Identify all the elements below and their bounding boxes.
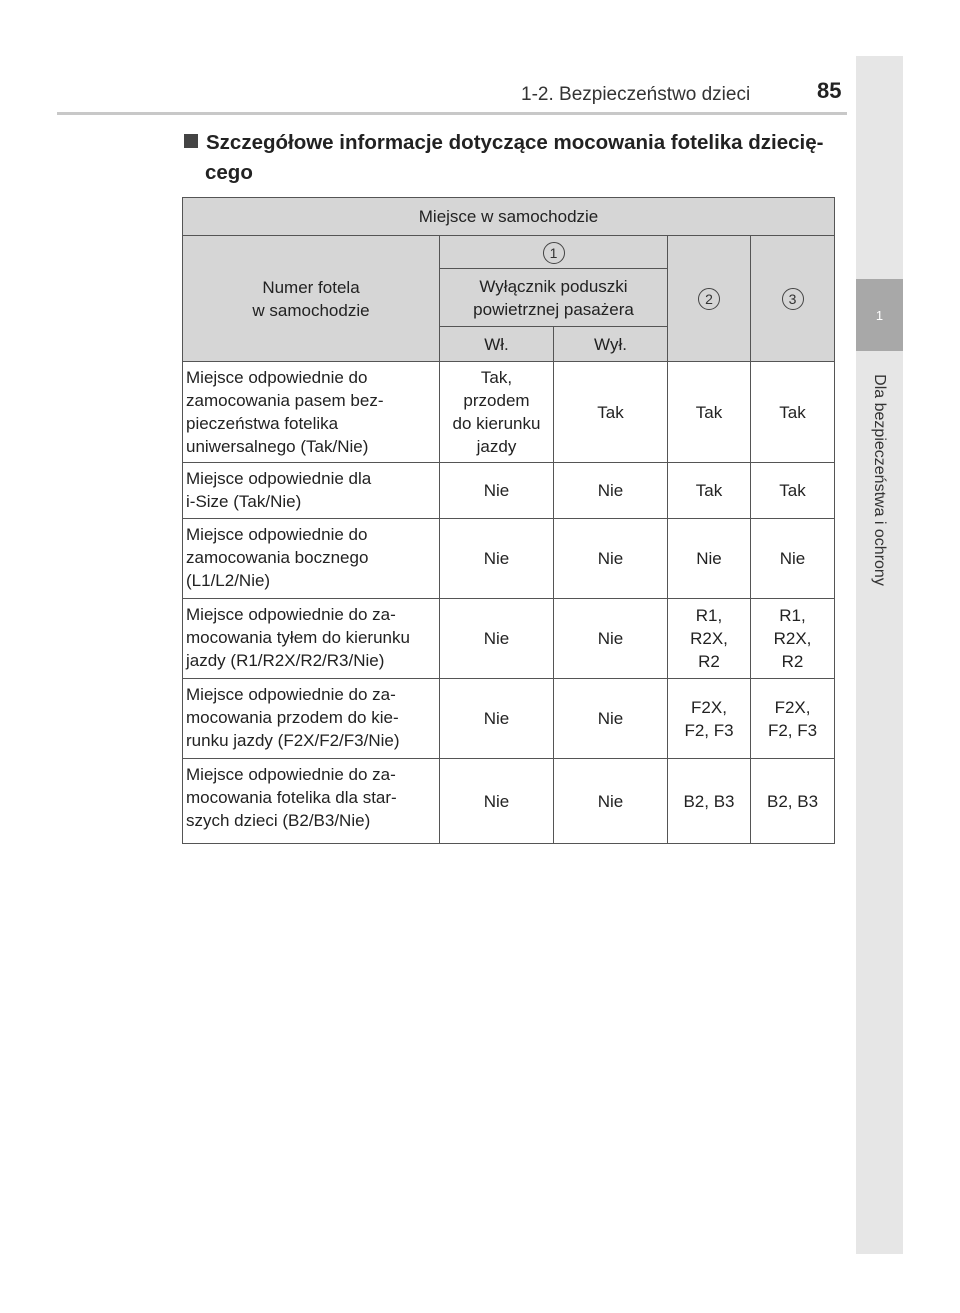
row-value — [668, 463, 751, 519]
row-value — [668, 599, 751, 679]
seat-fitting-table — [182, 197, 835, 844]
table-title: Miejsce w samochodzie — [183, 198, 835, 236]
row-value-line: F2, F3 — [767, 720, 818, 740]
table-row — [183, 599, 835, 679]
row-value-line: Nie — [483, 709, 510, 728]
row-label — [183, 463, 440, 519]
row-value — [751, 362, 835, 463]
chapter-tab — [856, 279, 903, 351]
row-label-line: mocowania fotelika dla star- — [186, 788, 397, 807]
row-value-line: Nie — [597, 481, 624, 500]
row-value — [440, 463, 554, 519]
row-label-line: szych dzieci (B2/B3/Nie) — [186, 811, 371, 830]
row-value-line: Nie — [597, 791, 624, 811]
row-value — [440, 679, 554, 759]
seat-2-header — [668, 236, 751, 362]
row-label-line: pieczeństwa fotelika — [186, 414, 339, 433]
row-value-line: R2 — [698, 652, 720, 671]
row-value-line: Nie — [779, 549, 806, 568]
row-value — [440, 599, 554, 679]
row-value-line: jazdy — [476, 437, 517, 456]
header-rule — [57, 112, 847, 115]
airbag-switch-line: Wyłącznik poduszki — [479, 276, 628, 296]
seat-number-label-line: w samochodzie — [252, 300, 370, 320]
row-value-line: Tak — [779, 402, 806, 422]
row-label-line: mocowania tyłem do kierunku — [186, 628, 410, 647]
table-row — [183, 679, 835, 759]
row-label-line: Miejsce odpowiednie do za- — [186, 685, 396, 704]
section-title: 1-2. Bezpieczeństwo dzieci — [521, 84, 751, 105]
row-value-line: R2X, — [773, 629, 812, 648]
seat-number-badge: 2 — [698, 288, 720, 310]
seat-1-header — [440, 236, 668, 269]
row-label-line: mocowania przodem do kie- — [186, 708, 399, 727]
table-row — [183, 759, 835, 844]
row-value — [554, 362, 668, 463]
heading-line-2: cego — [205, 161, 253, 184]
row-value-line: Tak — [597, 402, 624, 422]
seat-number-badge: 3 — [782, 288, 804, 310]
row-label-line: Miejsce odpowiednie do — [186, 368, 368, 387]
heading-line-1: Szczegółowe informacje dotyczące mocowania fotelika dziecię- — [206, 131, 824, 154]
row-value-line: R1, — [779, 606, 806, 625]
chapter-sidebar — [856, 56, 903, 1254]
table-row — [183, 463, 835, 519]
page-number: 85 — [817, 78, 842, 103]
row-value-line: Nie — [483, 549, 510, 568]
airbag-switch-header — [440, 269, 668, 327]
row-label-line: Miejsce odpowiednie do — [186, 525, 368, 544]
row-label-line: Miejsce odpowiednie do za- — [186, 765, 396, 784]
row-value-line: F2, F3 — [684, 720, 734, 740]
row-label-line: zamocowania pasem bez- — [186, 391, 384, 410]
row-value-line: F2X, — [691, 697, 727, 717]
row-value — [554, 599, 668, 679]
row-value-line: Tak — [779, 481, 806, 500]
row-value-line: F2X, — [774, 697, 811, 717]
row-value-line: do kierunku — [452, 414, 541, 433]
row-value-line: Nie — [597, 629, 624, 648]
row-value — [751, 519, 835, 599]
row-label — [183, 519, 440, 599]
row-label — [183, 599, 440, 679]
airbag-switch-line: powietrznej pasażera — [473, 299, 634, 319]
switch-off-header: Wył. — [554, 327, 668, 362]
row-value-line: Nie — [597, 709, 624, 728]
row-value — [751, 679, 835, 759]
row-value-line: B2, B3 — [766, 791, 819, 811]
row-value-line: Tak — [695, 402, 723, 422]
heading — [184, 128, 844, 188]
row-value — [668, 679, 751, 759]
row-value-line: Nie — [483, 791, 510, 811]
row-value-line: R2X, — [690, 629, 728, 648]
row-value-line: Nie — [597, 549, 624, 568]
table-row — [183, 519, 835, 599]
row-value-line: przodem — [463, 391, 530, 410]
row-value-line: Nie — [483, 481, 510, 500]
row-label-line: (L1/L2/Nie) — [186, 571, 271, 590]
switch-on-header: Wł. — [440, 327, 554, 362]
row-value-line: R2 — [781, 652, 804, 671]
seat-number-label-line: Numer fotela — [262, 277, 360, 297]
seat-number-header — [183, 236, 440, 362]
row-label — [183, 362, 440, 463]
row-value-line: Tak — [695, 481, 723, 500]
row-value — [554, 679, 668, 759]
seat-number-badge: 1 — [543, 242, 565, 264]
row-value — [440, 362, 554, 463]
table-body — [183, 362, 835, 844]
chapter-label: Dla bezpieczeństwa i ochrony — [871, 374, 888, 586]
row-label-line: Miejsce odpowiednie do za- — [186, 605, 396, 624]
row-value — [554, 463, 668, 519]
row-value — [440, 759, 554, 844]
row-value-line: Nie — [696, 549, 722, 568]
row-value — [668, 519, 751, 599]
row-value — [751, 599, 835, 679]
row-value-line: R1, — [695, 606, 723, 625]
row-value — [668, 362, 751, 463]
row-label-line: Miejsce odpowiednie dla — [186, 469, 372, 488]
square-bullet-icon — [184, 134, 198, 148]
row-value — [554, 759, 668, 844]
row-value — [440, 519, 554, 599]
row-label-line: runku jazdy (F2X/F2/F3/Nie) — [186, 731, 400, 750]
row-value — [751, 463, 835, 519]
row-label-line: uniwersalnego (Tak/Nie) — [186, 437, 369, 456]
row-label-line: zamocowania bocznego — [186, 548, 369, 567]
row-value — [751, 759, 835, 844]
row-label — [183, 759, 440, 844]
row-label — [183, 679, 440, 759]
row-label-line: jazdy (R1/R2X/R2/R3/Nie) — [186, 651, 385, 670]
row-value — [554, 519, 668, 599]
row-value — [668, 759, 751, 844]
row-value-line: Nie — [483, 629, 510, 648]
row-label-line: i-Size (Tak/Nie) — [186, 492, 302, 511]
chapter-number: 1 — [875, 307, 884, 323]
seat-3-header — [751, 236, 835, 362]
row-value-line: Tak, — [480, 368, 513, 387]
row-value-line: B2, B3 — [683, 791, 735, 811]
table-row — [183, 362, 835, 463]
